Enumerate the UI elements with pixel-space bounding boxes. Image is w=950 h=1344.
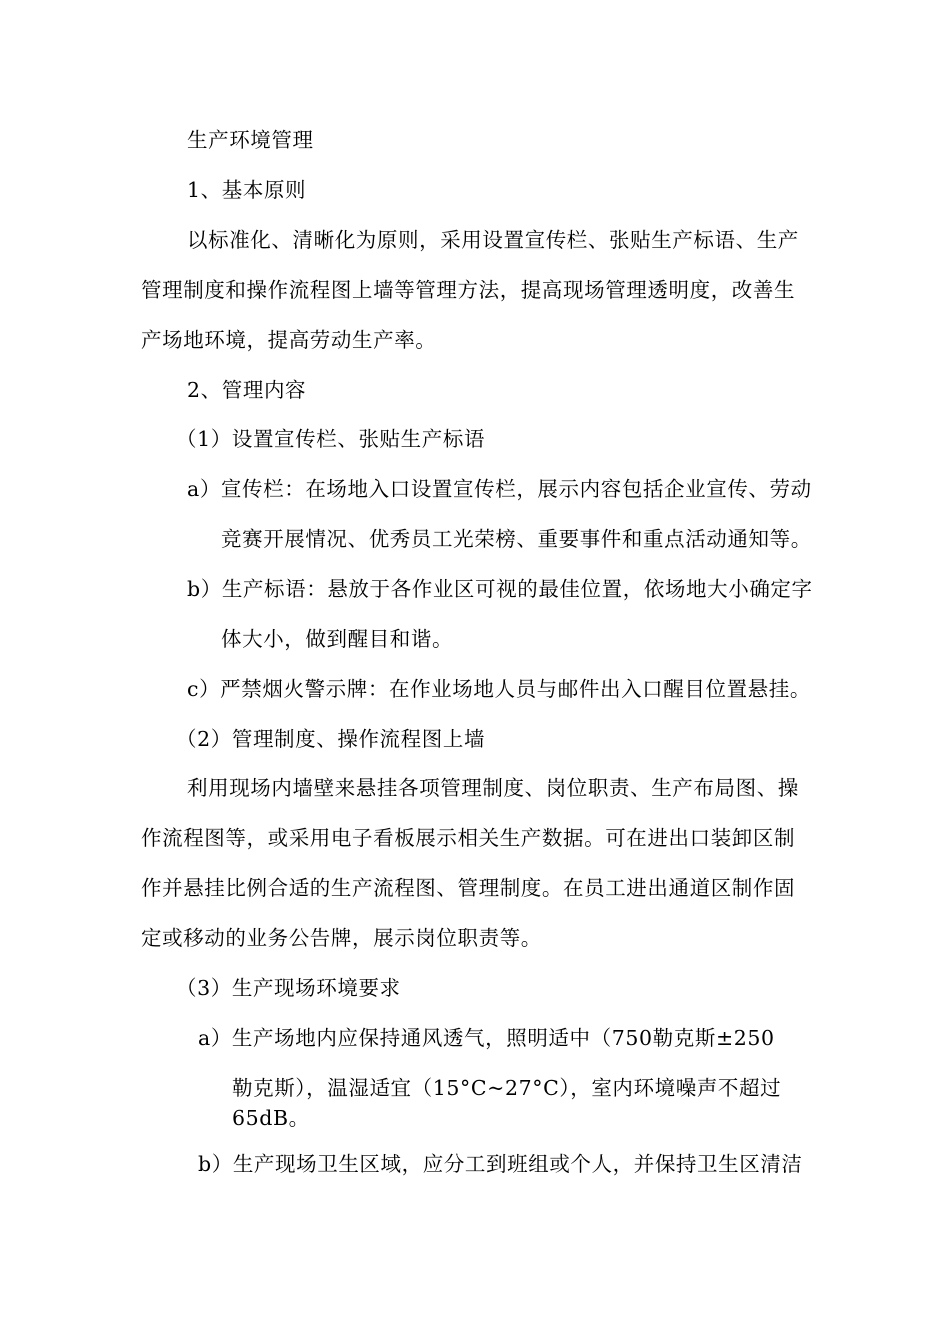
document-title: 生产环境管理 xyxy=(187,128,314,152)
section-1-paragraph-line: 产场地环境，提高劳动生产率。 xyxy=(141,328,437,352)
subsection-2-paragraph-line: 定或移动的业务公告牌，展示岗位职责等。 xyxy=(141,926,542,950)
subsection-1-heading: （1）设置宣传栏、张贴生产标语 xyxy=(176,427,486,451)
subsection-2-paragraph-line: 作并悬挂比例合适的生产流程图、管理制度。在员工进出通道区制作固 xyxy=(141,876,796,900)
subsection-1-item-b-line: b）生产标语：悬放于各作业区可视的最佳位置，依场地大小确定字 xyxy=(187,577,813,601)
subsection-3-item-a-line: 勒克斯），温湿适宜（15°C~27°C），室内环境噪声不超过 xyxy=(232,1076,782,1100)
subsection-1-item-b-line: 体大小，做到醒目和谐。 xyxy=(221,627,454,651)
subsection-1-item-a-line: a）宣传栏：在场地入口设置宣传栏，展示内容包括企业宣传、劳动 xyxy=(187,477,812,501)
subsection-3-heading: （3）生产现场环境要求 xyxy=(176,976,401,1000)
subsection-3-item-b: b）生产现场卫生区域，应分工到班组或个人，并保持卫生区清洁 xyxy=(198,1152,803,1176)
subsection-2-paragraph-line: 利用现场内墙壁来悬挂各项管理制度、岗位职责、生产布局图、操 xyxy=(187,776,799,800)
subsection-2-paragraph-line: 作流程图等，或采用电子看板展示相关生产数据。可在进出口装卸区制 xyxy=(141,826,796,850)
subsection-3-item-a-line: a）生产场地内应保持通风透气，照明适中（750勒克斯±250 xyxy=(198,1026,775,1050)
section-1-paragraph-line: 管理制度和操作流程图上墙等管理方法，提高现场管理透明度，改善生 xyxy=(141,278,796,302)
subsection-2-heading: （2）管理制度、操作流程图上墙 xyxy=(176,727,486,751)
subsection-1-item-c: c）严禁烟火警示牌：在作业场地人员与邮件出入口醒目位置悬挂。 xyxy=(187,677,811,701)
section-2-heading: 2、管理内容 xyxy=(187,378,307,402)
subsection-3-item-a-line: 65dB。 xyxy=(232,1106,310,1130)
subsection-1-item-a-line: 竞赛开展情况、优秀员工光荣榜、重要事件和重点活动通知等。 xyxy=(221,527,812,551)
section-1-paragraph-line: 以标准化、清晰化为原则，采用设置宣传栏、张贴生产标语、生产 xyxy=(187,228,799,252)
section-1-heading: 1、基本原则 xyxy=(187,178,307,202)
